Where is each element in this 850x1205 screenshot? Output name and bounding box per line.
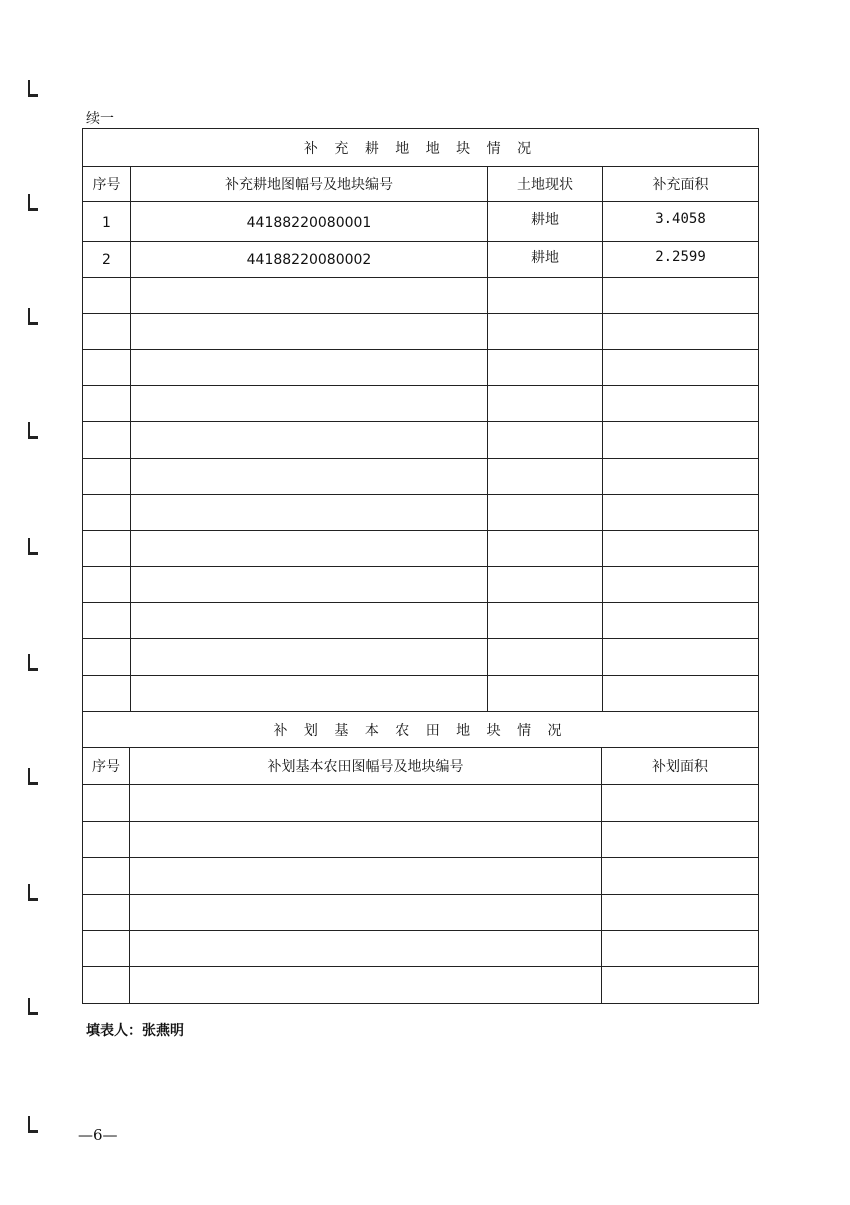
- column-divider: [601, 747, 602, 1003]
- header-status: 土地现状: [517, 177, 573, 193]
- row1-area: 3.4058: [655, 211, 706, 227]
- row-divider: [83, 784, 758, 785]
- binder-mark: [28, 768, 38, 785]
- binder-mark: [28, 80, 38, 97]
- row-divider: [83, 385, 758, 386]
- form-filler: 填表人：张燕明: [86, 1023, 184, 1039]
- row-divider: [83, 894, 758, 895]
- row-divider: [83, 602, 758, 603]
- header2-seq: 序号: [92, 759, 120, 775]
- land-table: [82, 128, 759, 1004]
- section2-title: 补 划 基 本 农 田 地 块 情 况: [273, 722, 568, 739]
- row2-plot: 44188220080002: [246, 252, 372, 268]
- binder-mark: [28, 654, 38, 671]
- binder-mark: [28, 884, 38, 901]
- binder-mark: [28, 194, 38, 211]
- page-number: —6—: [78, 1126, 118, 1144]
- header-area: 补充面积: [652, 177, 709, 193]
- binder-mark: [28, 1116, 38, 1133]
- row1-seq: 1: [102, 215, 111, 231]
- header2-plot: 补划基本农田图幅号及地块编号: [267, 759, 464, 775]
- row-divider: [83, 930, 758, 931]
- row1-status: 耕地: [531, 212, 559, 228]
- row2-status: 耕地: [531, 250, 559, 266]
- row-divider: [83, 675, 758, 676]
- row-divider: [83, 458, 758, 459]
- row2-seq: 2: [102, 252, 111, 268]
- row-divider: [83, 966, 758, 967]
- header2-area: 补划面积: [652, 759, 708, 775]
- row-divider: [83, 821, 758, 822]
- binder-mark: [28, 308, 38, 325]
- row-divider: [83, 566, 758, 567]
- row-divider: [83, 530, 758, 531]
- row-divider: [83, 421, 758, 422]
- row-divider: [83, 494, 758, 495]
- row-divider: [83, 857, 758, 858]
- row-divider: [83, 313, 758, 314]
- row1-plot: 44188220080001: [246, 215, 372, 231]
- row-divider: [83, 349, 758, 350]
- header-plot: 补充耕地图幅号及地块编号: [225, 177, 393, 193]
- binder-mark: [28, 422, 38, 439]
- header-seq: 序号: [92, 177, 121, 193]
- row-divider: [83, 638, 758, 639]
- binder-mark: [28, 538, 38, 555]
- section1-title: 补 充 耕 地 地 块 情 况: [303, 140, 538, 157]
- column-divider: [129, 747, 130, 1003]
- row2-area: 2.2599: [655, 249, 706, 265]
- continuation-label: 续一: [86, 111, 114, 127]
- binder-mark: [28, 998, 38, 1015]
